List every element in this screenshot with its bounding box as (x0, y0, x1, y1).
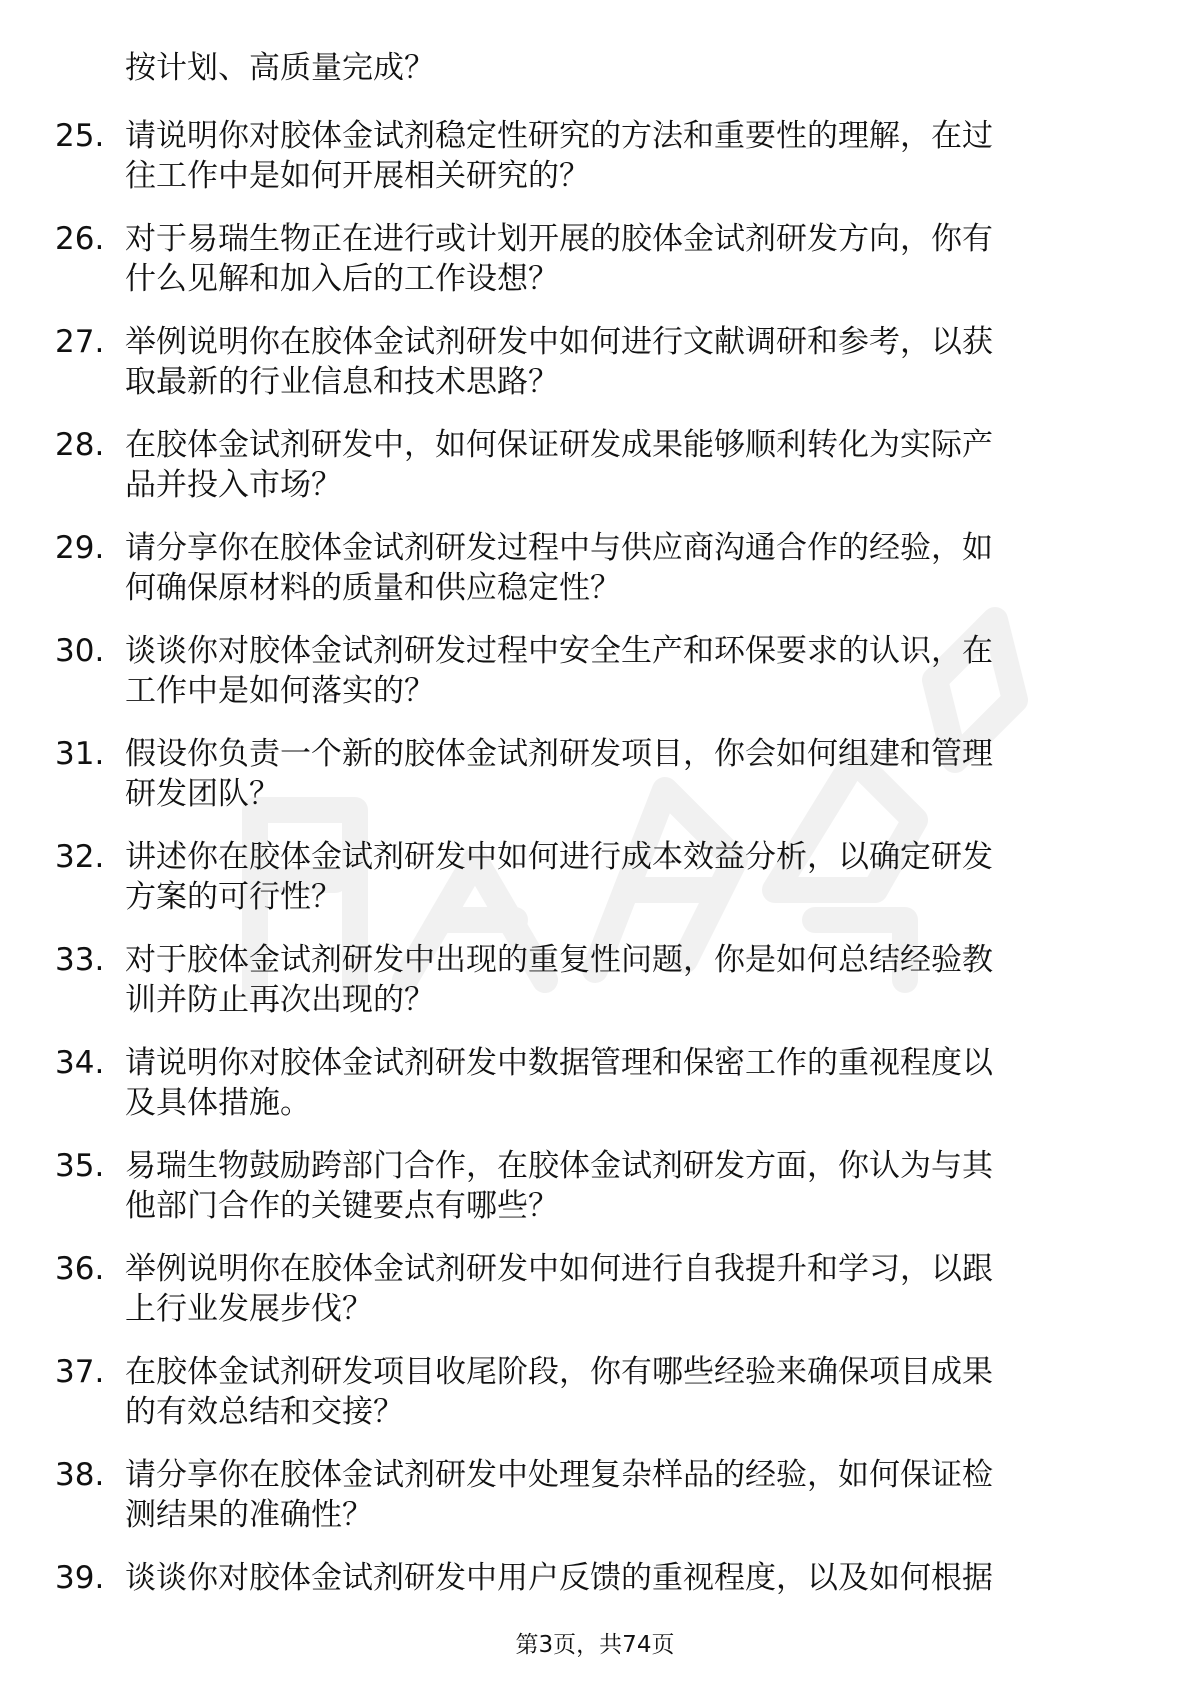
list-item (0, 721, 1190, 824)
question-number: 39. (55, 1560, 105, 1596)
question-text: 请分享你在胶体金试剂研发中处理复杂样品的经验，如何保证检 测结果的准确性？ (125, 1457, 993, 1533)
question-text: 谈谈你对胶体金试剂研发过程中安全生产和环保要求的认识，在 工作中是如何落实的？ (125, 633, 993, 709)
question-text: 谈谈你对胶体金试剂研发中用户反馈的重视程度，以及如何根据 (125, 1560, 993, 1596)
question-text: 举例说明你在胶体金试剂研发中如何进行自我提升和学习，以跟 上行业发展步伐？ (125, 1251, 993, 1327)
question-number: 25. (55, 118, 105, 154)
question-number: 37. (55, 1354, 105, 1390)
question-number: 32. (55, 839, 105, 875)
question-text: 在胶体金试剂研发项目收尾阶段，你有哪些经验来确保项目成果 的有效总结和交接？ (125, 1354, 993, 1430)
question-number: 36. (55, 1251, 105, 1287)
list-item (0, 1236, 1190, 1339)
list-item (0, 103, 1190, 206)
question-text: 举例说明你在胶体金试剂研发中如何进行文献调研和参考，以获 取最新的行业信息和技术思路？ (125, 324, 993, 400)
page-footer: 第3页，共74页 (515, 1632, 675, 1658)
question-number: 38. (55, 1457, 105, 1493)
question-number: 28. (55, 427, 105, 463)
question-text: 请说明你对胶体金试剂稳定性研究的方法和重要性的理解，在过 往工作中是如何开展相关研究的？ (125, 118, 993, 194)
list-item (0, 309, 1190, 412)
list-item (0, 927, 1190, 1030)
question-number: 29. (55, 530, 105, 566)
list-item (0, 1339, 1190, 1442)
list-item (0, 618, 1190, 721)
question-text: 易瑞生物鼓励跨部门合作，在胶体金试剂研发方面，你认为与其 他部门合作的关键要点有哪些？ (125, 1148, 993, 1224)
question-text: 假设你负责一个新的胶体金试剂研发项目，你会如何组建和管理 研发团队？ (125, 736, 993, 812)
list-item (0, 1442, 1190, 1545)
question-number: 35. (55, 1148, 105, 1184)
question-text: 在胶体金试剂研发中，如何保证研发成果能够顺利转化为实际产 品并投入市场？ (125, 427, 993, 503)
list-item (0, 206, 1190, 309)
list-item (0, 515, 1190, 618)
question-number: 26. (55, 221, 105, 257)
list-item (0, 824, 1190, 927)
continuation-text: 按计划、高质量完成？ (125, 50, 435, 86)
question-text: 请说明你对胶体金试剂研发中数据管理和保密工作的重视程度以 及具体措施。 (125, 1045, 993, 1121)
question-text: 讲述你在胶体金试剂研发中如何进行成本效益分析，以确定研发 方案的可行性？ (125, 839, 993, 915)
question-number: 33. (55, 942, 105, 978)
question-text: 对于胶体金试剂研发中出现的重复性问题，你是如何总结经验教 训并防止再次出现的？ (125, 942, 993, 1018)
question-text: 请分享你在胶体金试剂研发过程中与供应商沟通合作的经验，如 何确保原材料的质量和供应稳定性？ (125, 530, 993, 606)
question-number: 34. (55, 1045, 105, 1081)
question-number: 30. (55, 633, 105, 669)
list-item (0, 1030, 1190, 1133)
question-number: 27. (55, 324, 105, 360)
question-number: 31. (55, 736, 105, 772)
list-item (0, 412, 1190, 515)
list-item (0, 1133, 1190, 1236)
question-list (0, 103, 1190, 1648)
question-text: 对于易瑞生物正在进行或计划开展的胶体金试剂研发方向，你有 什么见解和加入后的工作设想？ (125, 221, 993, 297)
